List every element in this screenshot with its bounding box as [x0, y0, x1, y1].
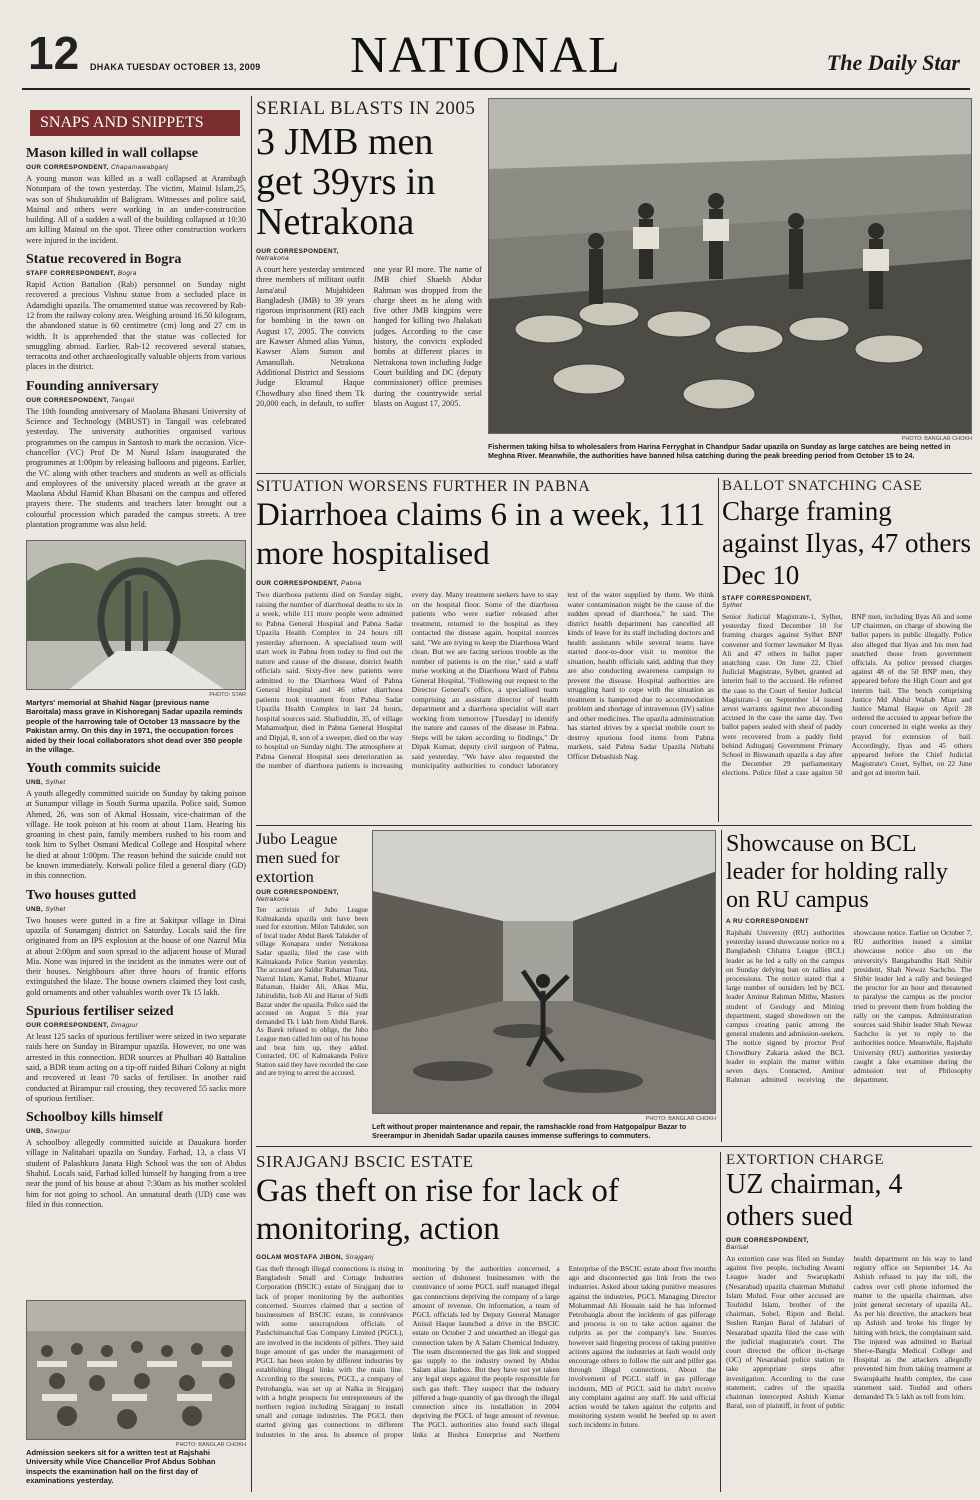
- column-divider: [718, 478, 719, 822]
- article-body: Two diarrhoea patients died on Sunday night, raising the number of diarrhoeal deaths to six in a week, while 111 more people were admitted to Pabna General Hospital and Pabna Sadar Upazila Health Complex in 24 hours till yesterday afternoon. A specialised team will start work in Pabna from today to find out the nature and cause of the disease, district health officials said. Sixty-five new patients were admitted to the Diarrhoea Ward of Pabna General Hospital and 46 other diarrhoea patients took treatment from Pabna Sadar Upazila Health Complex in last 24 hours, hospital sources said. Shafiuddin, 35, of village Mahamudpur, died in Pabna General Hospital and Dipjal, 8, son of a sweeper, died on the way to hospital on Sunday night. The atmosphere at Pabna General Hospital sees deterioration as the number of diarrhoea patients is increasing every day. Many treatment seekers have to stay on the hospital floor. Some of the diarrhoea patients who were earlier released after treatment, returned to the hospital as they contacted the disease again, hospital sources said. "We are trying to keep the Diarrhoea Ward clean. But we are facing serious trouble as the number of patients is on the rise," said a staff nurse working at the Diarrhoea Ward of Pabna General Hospital. "Following our request to the Director General's office, a specialised team comprising an assistant director of health department and a diarrhoea specialist will start working from tomorrow [Tuesday] to identify the nature and causes of the disease in Pabna. Steps will be taken according to findings," Dr Dipak Kumar, deputy civil surgeon of Pabna, said yesterday. "We have also requested the municipality authorities to conduct laboratory test of the water supplied by them. We think water contamination might be the cause of the sudden spread of diarrhoea," he said. The district health department has cancelled all kinds of leave for its staff including doctors and health assistants while several teams have started door-to-door visit to monitor the situation, health officials said, adding that they are also conducting awareness campaign to prevent the disease. Hospital authorities are struggling hard to cope with the situation as treatment is hampered due to accommodation problem and shortage of intravenous (IV) saline and other medicines. The upazila administration has started drives by a special mobile court to destroy spurious food items from Pabna markets, said Pabna Sadar Upazila Nirbahi Officer Debashish Nag.: [256, 590, 714, 770]
- article-headline: Diarrhoea claims 6 in a week, 111 more hospitalised: [256, 497, 706, 572]
- snaps-header: SNAPS AND SNIPPETS: [30, 110, 240, 136]
- snap-item: [26, 252, 246, 373]
- snaps-column-lower: [26, 758, 246, 1210]
- photo-caption: Left without proper maintenance and repair, the ramshackle road from Hatgopalpur Bazar to Sreerampur in Jhenidah Sadar upazila causes immense sufferings to commuters.: [372, 1122, 687, 1140]
- page-number: 12: [28, 27, 80, 79]
- memorial-illustration: [27, 541, 246, 690]
- snap-headline: Mason killed in wall collapse: [26, 146, 198, 161]
- article-byline: OUR CORRESPONDENT, Barisal: [726, 1237, 809, 1251]
- article-byline: OUR CORRESPONDENT, Netrakona: [256, 248, 339, 262]
- article-byline: OUR CORRESPONDENT, Netrakona: [256, 889, 339, 903]
- article-kicker: SITUATION WORSENS FURTHER IN PABNA: [256, 478, 591, 495]
- snap-item: [26, 379, 246, 531]
- photo-caption: Fishermen taking hilsa to wholesalers from Harina Ferryghat in Chandpur Sadar upazila on Sunday as large catches are being netted in Meghna River. Meanwhile, the authorities have banned hilsa catching during the peak breeding period from October 15 to 24.: [488, 442, 951, 460]
- photo-credit: PHOTO: BANGLAR CHOKH: [175, 1442, 246, 1448]
- photo-caption: Admission seekers sit for a written test at Rajshahi University while Vice Chancellor Prof Abdus Sobhan inspects the examination hall on the first day of examinations yesterday.: [26, 1448, 216, 1486]
- brand-logo: The Daily Star: [826, 50, 960, 75]
- masthead: [20, 26, 970, 88]
- snap-byline: UNB, Sylhet: [26, 905, 66, 913]
- snap-body: Two houses were gutted in a fire at Sakitpur village in Dirai upazila of Sunamganj district on Saturday. Locals said the fire originated from an IPS explosion at the house of one Nazrul Mia at about 2:00pm and soon spread to the adjacent house of Murad Mia. None was injured in the incident as the inmates were out of their houses. Neighbours after three hours of frantic efforts extinguished the blaze. The house owners claimed they lost cash, gold ornaments and other valuables worth over Tk 15 lakh.: [26, 915, 246, 997]
- article-body: A court here yesterday sentenced three members of militant outfit Jama'atul Mujahideen Bangladesh (JMB) to 39 years rigorous imprisonment (RI) each for bombing in the town on August 17, 2005. The convicts are Kawser Ahmed alias Yunus, Kawser Alam Sumon and Amanullah. Netrakona Additional District and Sessions Judge Ekramul Haque Chowdhury also fined them Tk 20,000 each, in default, to suffer one year RI more. The name of JMB chief Shaekh Abdur Rahman was dropped from the charge sheet as he along with five other JMB kingpins were hanged for killing two Jhalakati judges. According to the case history, the convicts exploded bombs at different places in Netrakona town including Judge Court building and DC (deputy commissioner) office premises during the countrywide serial blasts on August 17, 2005.: [256, 265, 482, 408]
- snap-body: A schoolboy allegedly committed suicide at Dauakura border village in Nalitabari upazila on Sunday. Farhad, 13, a class VI student of Palashkura Janata High School was the son of Abdus Shahid. Locals said, Farhad killed himself by hanging from a tree near the pond of his house at about 7:30am as his mother scolded him for not going to school. An unnatural death (UD) case was filed in this connection.: [26, 1138, 246, 1209]
- snap-byline: OUR CORRESPONDENT, Dinajpur: [26, 1022, 139, 1030]
- ilyas-article: [722, 478, 972, 812]
- snap-item: [26, 888, 246, 998]
- article-kicker: EXTORTION CHARGE: [726, 1152, 885, 1168]
- snap-headline: Two houses gutted: [26, 887, 137, 903]
- road-illustration: [373, 831, 716, 1114]
- snap-body: The 10th founding anniversary of Maolana Bhasani University of Science and Technology (MBUST) in Tangail was celebrated yesterday. The university authorities organised various programmes on the campus in Santosh to mark the occasion. Vice-chancellor (VC) Prof Dr M Nurul Islam inaugurated the programmes at 1:00pm by releasing balloons and pigeons. Earlier, the VC along with other teachers and students as well as officials and employees of the university placed wreath at the grave at Maolana Abdul Hamid Khan Bhasani on the campus and offered prayers there. The students and teachers later brought out a colourful procession which paraded the campus streets. A tree plantation programme was also held.: [26, 406, 246, 530]
- snap-item: [26, 761, 246, 882]
- snap-headline: Youth commits suicide: [26, 761, 161, 776]
- article-body: Rajshahi University (RU) authorities yesterday issued showcause notice on a Bangladesh Chhatra League (BCL) leader as he led a rally on the campus on Sunday defying ban on rallies and processions. The notice stated that a large number of outsiders led by BCL leader Aminur Rahman Mithu, Masters student of Geology and Mining department, staged showdown on the campus creating panic among the general students and admission-seekers. The notice signed by proctor Prof Chowdhury Zakaria asked the BCL leader to explain the matter within seven days. Contacted, Aminur Rahman admitted receiving the showcause notice. Earlier on October 7, RU authorities issued a similar showcause notice also on the university's Bangabandhu Hall Shibir president, Shah Newaz Sachcho. The Shibir leader led a rally and besieged the proctor for an hour and threatened to paralyse the campus as the proctor tried to prevent them from holding the rally on the campus. Administration sources said Shibir leader Shah Newaz Sachcho is yet to reply to the authorities notice. Meanwhile, Rajshahi University (RU) authorities yesterday caught a fake examinee during the admission test of Philosophy department.: [726, 928, 972, 1085]
- snap-headline: Spurious fertiliser seized: [26, 1004, 174, 1020]
- snap-headline: Founding anniversary: [26, 378, 159, 394]
- road-photo: [372, 830, 716, 1114]
- article-body: An extortion case was filed on Sunday against five people, including Awami League leader and Swarupkathi (Nesarabad) upazila chairman Muhidul Islam Muhid. Four other accused are Touhidul Islam, brother of the chairman, Sobel, Ripon and Belal. Sushen Ranjan Baral of Jalabari of Nesarabad upazila filed the case with the judicial magistrate's court. The court directed the officer in-charge (OC) of Nesarabad police station to take appropriate steps after investigation. According to the case statement, cadres of the upazila chairman intercepted Ashish Kumar Baral, son of plaintiff, in front of public health department on his way to land registry office on September 14. As Ashish refused to pay the toll, the cadres over cell phone informed the matter to the upazila chairman, also joint general secretary of upazila AL. As per his directive, the attackers beat up Ashish and broke his finger by hitting with brick, the complainant said. The injured was admitted to Barisal Sher-e-Bangla Medical College and Hospital as the attackers allegedly prevented him from taking treatment at Swarupkathi health complex, the case statement said. Touhid and others demanded Tk 5 lakh as toll from him.: [726, 1254, 972, 1411]
- snap-body: Rapid Action Battalion (Rab) personnel on Sunday night recovered a precious Vishnu statue from a secluded place in Adamdighi upazila. The ornamented statue was recovered by Rab-12 from the railway colony area. Weighing around 16.50 kilogram, the abandoned statue is 60 centimetre (cm) long and 27 cm in width. It is apprehended that the statue was collected for smuggling abroad. Earlier, Rab-12 recovered several statues, terracotta and other archaeologically valuable objects from various places in the district.: [26, 280, 246, 372]
- memorial-photo-block: [26, 540, 246, 754]
- snap-item: [26, 1110, 246, 1210]
- article-headline: Gas theft on rise for lack of monitoring, action: [256, 1173, 619, 1247]
- photo-credit: PHOTO: STAR: [209, 692, 246, 698]
- snap-byline: STAFF CORRESPONDENT, Bogra: [26, 270, 137, 278]
- uz-article: [726, 1152, 972, 1476]
- article-headline: UZ chairman, 4 others sued: [726, 1169, 903, 1232]
- hilsa-illustration: [489, 99, 972, 434]
- snap-headline: Statue recovered in Bogra: [26, 252, 182, 268]
- article-headline: Showcause on BCL leader for holding rally on RU campus: [726, 831, 948, 913]
- hilsa-photo-block: [488, 98, 972, 460]
- column-divider: [720, 1152, 721, 1492]
- masthead-rule: [22, 88, 970, 90]
- snap-item: [26, 1004, 246, 1104]
- snap-byline: OUR CORRESPONDENT, Chapainawabganj: [26, 164, 169, 171]
- road-photo-block: [372, 830, 716, 1140]
- article-headline: Charge framing against Ilyas, 47 others Dec 10: [722, 496, 971, 590]
- diarrhoea-article: [256, 478, 714, 824]
- snap-body: A youth allegedly committed suicide on Sunday by taking poison at Sunampur village in South Surma upazila. Police said, Sumon Ahmed, 26, was son of Akmal Hossain, vice-chairman of the village. He took poison at his room at about 11am. Hearing his groaning in chest pain, family members rushed to his room and took him to Sylhet Osmani Medical College and Hospital where he died at about 1:00pm. The reason behind the suicide could not be known immediately. Kotwali police filed a general diary (GD) in this connection.: [26, 789, 246, 881]
- snap-body: At least 125 sacks of spurious fertiliser were seized in two separate raids here on Sunday in Birampur upazila. However, no one was arrested in this connection. BDR sources at Phulbari 40 Battalion said, a BDR team acting on a tip-off raided Bihari Colony at night and recovered at least 70 sacks of fertiliser. In another raid conducted at Birampur rail crossing, they recovered 55 sacks more of spurious fertiliser.: [26, 1032, 246, 1103]
- snap-byline: OUR CORRESPONDENT, Tangail: [26, 396, 135, 404]
- column-divider: [251, 96, 252, 1492]
- article-byline: A RU CORRESPONDENT: [726, 918, 809, 925]
- snap-body: A young mason was killed as a wall collapsed at Arambagh Notunpara of the town yesterday. The victim, Mainul Islam,25, was son of Shukuruddin of Baligram. Witnesses and police said, Mainul and others were working in an under-construction building. All of a sudden a wall of the building collapsed at 10:30 am killing Mainul on the spot. Three other construction workers were injured in the incident.: [26, 174, 246, 245]
- bcl-article: [726, 830, 972, 1140]
- photo-caption: Martyrs' memorial at Shahid Nagar (previous name Baroitala) mass grave in Kishoreganj Sadar upazila reminds people of the harrowing tale of October 13 massacre by the Pakistan army. On this day in 1971, the occupation forces aided by their local collaborators shot dead over 350 people in the village.: [26, 698, 243, 755]
- snap-item: [26, 146, 246, 246]
- article-kicker: BALLOT SNATCHING CASE: [722, 478, 923, 494]
- exam-photo-block: [26, 1300, 246, 1486]
- article-byline: OUR CORRESPONDENT, Pabna: [256, 580, 362, 587]
- row-divider: [256, 473, 972, 474]
- memorial-photo: [26, 540, 246, 690]
- snap-byline: UNB, Sherpur: [26, 1128, 71, 1136]
- snaps-column: [26, 104, 246, 530]
- jmb-article: [256, 98, 482, 470]
- article-kicker: SIRAJGANJ BSCIC ESTATE: [256, 1152, 474, 1171]
- exam-illustration: [27, 1301, 246, 1440]
- snap-headline: Schoolboy kills himself: [26, 1110, 163, 1126]
- article-headline: 3 JMB men get 39yrs in Netrakona: [256, 121, 436, 243]
- section-title: NATIONAL: [350, 27, 621, 84]
- article-byline: GOLAM MOSTAFA JIBON, Sirajganj: [256, 1254, 374, 1261]
- jubo-article: [256, 830, 368, 1138]
- photo-credit: PHOTO: BANGLAR CHOKH: [645, 1116, 716, 1122]
- photo-credit: PHOTO: BANGLAR CHOKH: [901, 436, 972, 442]
- article-body: Gas theft through illegal connections is rising in Bangladesh Small and Cottage Industries Corporation (BSCIC) estate of Sirajganj due to lack of proper monitoring by the authorities concerned. Sources claimed that a section of businessmen of BSCIC estate, in connivance with some unscrupulous officials of Pashchimanchal Gas Company Limited (PGCL), are involved in the incidents of pilfers. They said huge amount of gas under the management of PGCL has been stolen by different industries by establishing illegal links with the main line. According to the sources, PGCL, a company of Petrobangla, was set up at Nalka in Sirajganj with a bright prospects for entrepreneurs of the northern region including Sirajganj to install small and cottage industries. The PGCL then started giving gas connections to different industries in the area. In absence of proper monitoring by the authorities concerned, a section of dishonest businessmen with the connivance of some PGCL staff managed illegal gas connections depriving the company of a large amount of revenue. On information, a team of PGCL officials led by Deputy General Manager Anisul Haque launched a drive in the BSCIC estate on October 2 and unearthed an illegal gas connection taken by A Salam Chemical Industry. The team disconnected the gas link and stopped gas supply to the industry owned by Abdus Salam alias Janbox. But they have not yet taken any legal steps against the people responsible for such gas theft. They suspect that the industry pilfered a huge quantity of gas through the illegal connection since its installation in 2004 depriving the PGCL of huge amount of revenue. The PGCL authorities also found such illegal links at Bushra Enterprise and Northern Enterprise of the BSCIC estate about five months ago and disconnected gas link from the two industries. Asked about taking punitive measures against the industries, PGCL Managing Director Mohammad Ali Hossain said he has informed Petrobangla about the incidents of gas pilferage and process is on to take action against the culprits as per the company's law. Sources however said fingering process of taking punitive actions against the industries at fault would only encourage others to follow the suit and pilfer gas through illegal connections. About the involvement of PGCL staff in gas pilferage incidents, MD of PGCL said he didn't receive any complaint against any staff. He said official action would be taken against the culprits and monitoring system would be beefed up to avert such incidents in future.: [256, 1264, 716, 1439]
- article-kicker: SERIAL BLASTS IN 2005: [256, 98, 476, 119]
- gas-article: [256, 1152, 716, 1490]
- exam-photo: [26, 1300, 246, 1440]
- column-divider: [721, 830, 722, 1142]
- row-divider: [256, 825, 972, 826]
- article-headline: Jubo League men sued for extortion: [256, 831, 340, 886]
- dateline: DHAKA TUESDAY OCTOBER 13, 2009: [90, 62, 261, 72]
- article-byline: STAFF CORRESPONDENT, Sylhet: [722, 595, 812, 609]
- snap-byline: UNB, Sylhet: [26, 779, 66, 786]
- article-body: Ten activists of Jubo League Kalmakanda upazila unit have been sued for extortion. Milon Talukder, son of local trader Abdul Barek Talukder of village Konapara under Netrakona Sadar upazila, filed the case with Kalmakanda Police Station yesterday. The accused are Saidur Rahaman Tuta, Nazrul Islam, Kamal, Rubel, Mizanur Rahaman, Haider Ali, Alkas Mia, Jahiruddin, Isob Ali and Harun of Sidli Bazar under the upazila. Police said the accused on August 5 this year demanded Tk 1 lakh from Abdul Barek. As Barek refused to oblige, the Jubo League men called him out of his house and beat him up, they added. Contacted, OC of Kalmakanda Police Station said they have recorded the case and are trying to arrest the accused.: [256, 906, 368, 1078]
- article-body: Senior Judicial Magistrate-1, Sylhet, yesterday fixed December 10 for framing charges against Sylhet BNP convener and former lawmaker M Ilyas Ali and 47 others in ballot paper snatching case. On June 22, Chief Judicial Magistrate, Sylhet, granted ad interim bail to the accused. He referred the case to the Court of Senior Judicial Magistrate-1 on September 14 issued arrest warrants against two absconding accused in the case the same day. Two ballot papers sealed with sheaf of paddy were recovered from a paddy field behind Ashuganj Government Primary School in Biswanath upazila a day after the December 29 parliamentary elections. Police filed a case against 50 BNP men, including Ilyas Ali and some UP chairmen, on charge of showing the ballot papers in public illegally. Police also alleged that Ilyas and his men had snatched those from government officials. As police pressed charges against 48 of the 50 BNP men, they appeared before the High Court and got interim bail. The bench comprising Justice Md Abdul Wahab Mian and Justice Mamal Haque on April 28 ordered the accused to appear before the court concerned in eight weeks as they prayed for extension of bail. Accordingly, Ilyas and 45 others appeared before the Chief Judicial Magistrate's Court, Sylhet, on 22 June and got ad interim bail.: [722, 612, 972, 778]
- row-divider: [256, 1146, 972, 1147]
- hilsa-photo: [488, 98, 972, 434]
